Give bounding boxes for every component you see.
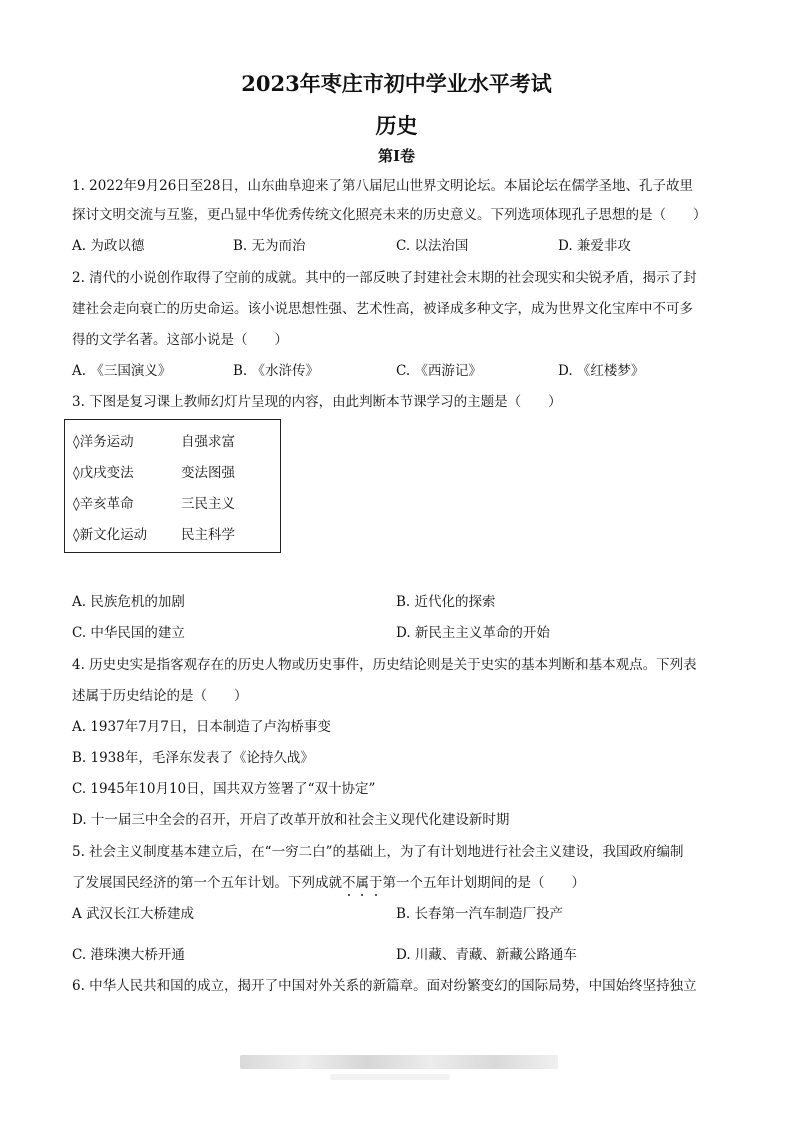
q2-option-c: C. 《西游记》 <box>396 363 482 379</box>
q3-option-b: B. 近代化的探索 <box>396 594 496 610</box>
slide-row <box>73 430 235 450</box>
q2-option-a: A. 《三国演义》 <box>72 363 172 379</box>
blurred-footer-sub <box>330 1074 450 1080</box>
q5-option-c: C. 港珠澳大桥开通 <box>72 947 185 963</box>
q5-stem-pre: 了发展国民经济的第一个五年计划。下列成就 <box>72 875 342 891</box>
q2-option-d: D. 《红楼梦》 <box>558 363 645 379</box>
slide-slogan: 变法图强 <box>181 465 235 481</box>
q4-stem-line1: 4. 历史史实是指客观存在的历史人物或历史事件，历史结论则是关于史实的基本判断和基本观点。下列表 <box>72 657 697 673</box>
slide-slogan: 三民主义 <box>181 496 235 512</box>
slide-row <box>73 492 235 512</box>
q3-stem-line1: 3. 下图是复习课上教师幻灯片呈现的内容，由此判断本节课学习的主题是（ ） <box>72 394 562 410</box>
q1-option-d: D. 兼爱非攻 <box>558 238 631 254</box>
slide-row <box>73 523 235 543</box>
q3-option-a: A. 民族危机的加剧 <box>72 594 185 610</box>
q1-option-c: C. 以法治国 <box>396 238 469 254</box>
blurred-footer <box>240 1055 558 1069</box>
slide-row <box>73 461 235 481</box>
q5-emphasis <box>342 875 383 891</box>
q4-option-d: D. 十一届三中全会的召开，开启了改革开放和社会主义现代化建设新时期 <box>72 812 510 828</box>
q1-option-a: A. 为政以德 <box>72 238 145 254</box>
subject-title: 历史 <box>375 113 418 138</box>
q2-stem-line1: 2. 清代的小说创作取得了空前的成就。其中的一部反映了封建社会末期的社会现实和尖锐矛盾，揭示了封 <box>72 270 697 286</box>
slide-slogan: 民主科学 <box>181 527 235 543</box>
slide-slogan: 自强求富 <box>181 434 235 450</box>
slide-event: ◊洋务运动 <box>73 434 134 450</box>
q4-option-a: A. 1937年7月7日，日本制造了卢沟桥事变 <box>72 719 331 735</box>
q3-option-d: D. 新民主主义革命的开始 <box>396 625 550 641</box>
section-title: 第Ⅰ卷 <box>377 147 416 165</box>
q1-stem-line1: 1. 2022年9月26日至28日，山东曲阜迎来了第八届尼山世界文明论坛。本届论坛在儒学圣地、孔子故里 <box>72 178 693 194</box>
q4-option-b: B. 1938年，毛泽东发表了《论持久战》 <box>72 750 314 766</box>
q5-option-b: B. 长春第一汽车制造厂投产 <box>396 906 564 922</box>
slide-event: ◊辛亥革命 <box>73 496 134 512</box>
slide-event: ◊戊戌变法 <box>73 465 134 481</box>
q6-stem-line1: 6. 中华人民共和国的成立，揭开了中国对外关系的新篇章。面对纷繁变幻的国际局势，中国始终坚持独立 <box>72 978 697 994</box>
q5-stem-line2 <box>72 873 585 893</box>
slide-box <box>64 419 281 553</box>
exam-title: 2023年枣庄市初中学业水平考试 <box>241 71 552 96</box>
q1-stem-line2: 探讨文明交流与互鉴，更凸显中华优秀传统文化照亮未来的历史意义。下列选项体现孔子思想的是（ ） <box>72 207 707 223</box>
q2-stem-line2: 建社会走向衰亡的历史命运。该小说思想性强、艺术性高，被译成多种文字，成为世界文化宝库中不可多 <box>72 301 693 317</box>
emphasis-char: 属 <box>355 875 369 891</box>
emphasis-char: 于 <box>369 875 383 891</box>
q2-option-b: B. 《水浒传》 <box>233 363 320 379</box>
q2-stem-line3: 得的文学名著。这部小说是（ ） <box>72 332 288 348</box>
q3-option-c: C. 中华民国的建立 <box>72 625 185 641</box>
q5-stem-post: 第一个五年计划期间的是（ ） <box>382 875 585 891</box>
slide-event: ◊新文化运动 <box>73 527 148 543</box>
q5-option-a: A 武汉长江大桥建成 <box>72 906 195 922</box>
q4-option-c: C. 1945年10月10日，国共双方签署了“双十协定” <box>72 781 376 797</box>
q5-stem-line1: 5. 社会主义制度基本建立后，在“一穷二白”的基础上，为了有计划地进行社会主义建设，我国政府编制 <box>72 844 684 860</box>
emphasis-char: 不 <box>342 875 356 891</box>
q1-option-b: B. 无为而治 <box>233 238 306 254</box>
q5-option-d: D. 川藏、青藏、新藏公路通车 <box>396 947 577 963</box>
q4-stem-line2: 述属于历史结论的是（ ） <box>72 688 248 704</box>
